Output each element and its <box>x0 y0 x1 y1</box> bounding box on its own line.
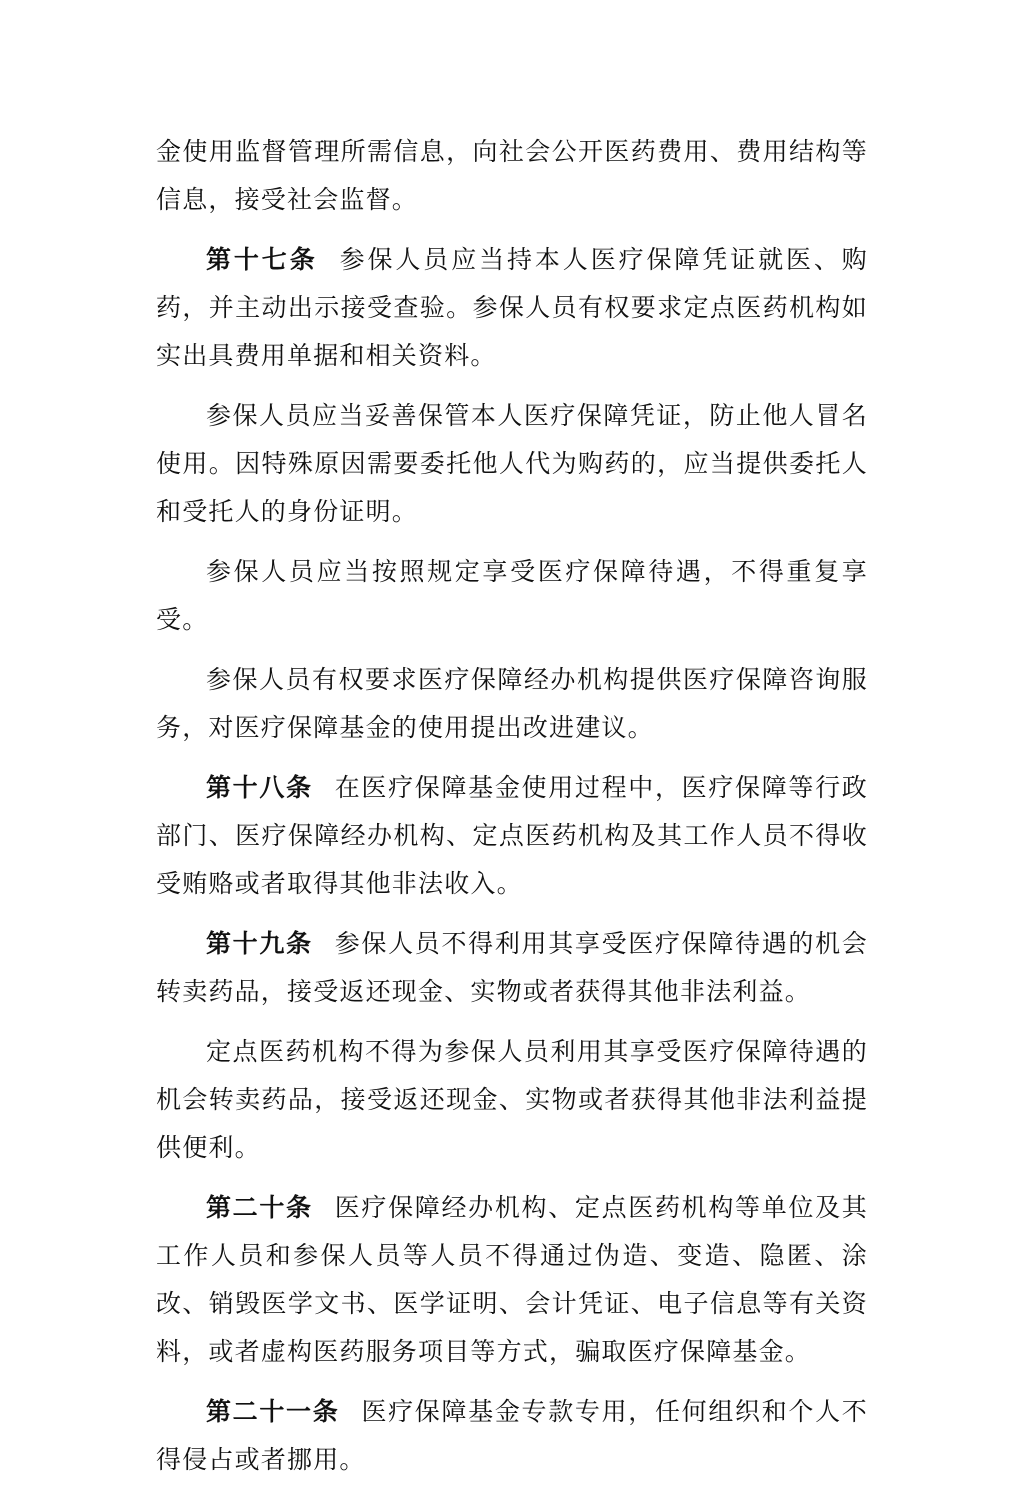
paragraph-text: 参保人员应当持本人医疗保障凭证就医、购药，并主动出示接受查验。参保人员有权要求定点医药机构如实出具费用单据和相关资料。 <box>156 245 868 370</box>
paragraph <box>0 1028 1024 1172</box>
paragraph-text: 医疗保障经办机构、定点医药机构等单位及其工作人员和参保人员等人员不得通过伪造、变造、隐匿、涂改、销毁医学文书、医学证明、会计凭证、电子信息等有关资料，或者虚构医药服务项目等方式，骗取医疗保障基金。 <box>156 1193 868 1366</box>
paragraph-text: 在医疗保障基金使用过程中，医疗保障等行政部门、医疗保障经办机构、定点医药机构及其工作人员不得收受贿赂或者取得其他非法收入。 <box>156 773 868 898</box>
article-number: 第二十一条 <box>206 1397 340 1426</box>
paragraph-text: 医疗保障基金专款专用，任何组织和个人不得侵占或者挪用。 <box>156 1397 868 1474</box>
article-17-paragraph <box>0 236 1024 380</box>
article-18-paragraph <box>0 764 1024 908</box>
paragraph-text: 金使用监督管理所需信息，向社会公开医药费用、费用结构等信息，接受社会监督。 <box>156 137 868 214</box>
paragraph <box>0 656 1024 752</box>
paragraph-text: 参保人员应当妥善保管本人医疗保障凭证，防止他人冒名使用。因特殊原因需要委托他人代为购药的，应当提供委托人和受托人的身份证明。 <box>156 401 868 526</box>
article-number: 第十九条 <box>206 929 313 958</box>
article-20-paragraph <box>0 1184 1024 1376</box>
paragraph-text: 参保人员不得利用其享受医疗保障待遇的机会转卖药品，接受返还现金、实物或者获得其他非法利益。 <box>156 929 868 1006</box>
paragraph-text: 定点医药机构不得为参保人员利用其享受医疗保障待遇的机会转卖药品，接受返还现金、实物或者获得其他非法利益提供便利。 <box>156 1037 868 1162</box>
paragraph <box>0 548 1024 644</box>
article-number: 第十七条 <box>206 245 318 274</box>
article-21-paragraph <box>0 1388 1024 1484</box>
paragraph <box>0 128 1024 224</box>
paragraph-text: 参保人员应当按照规定享受医疗保障待遇，不得重复享受。 <box>156 557 868 634</box>
article-19-paragraph <box>0 920 1024 1016</box>
document-page <box>0 128 1024 1496</box>
article-number: 第十八条 <box>206 773 313 802</box>
article-number: 第二十条 <box>206 1193 313 1222</box>
paragraph <box>0 392 1024 536</box>
paragraph-text: 参保人员有权要求医疗保障经办机构提供医疗保障咨询服务，对医疗保障基金的使用提出改进建议。 <box>156 665 868 742</box>
